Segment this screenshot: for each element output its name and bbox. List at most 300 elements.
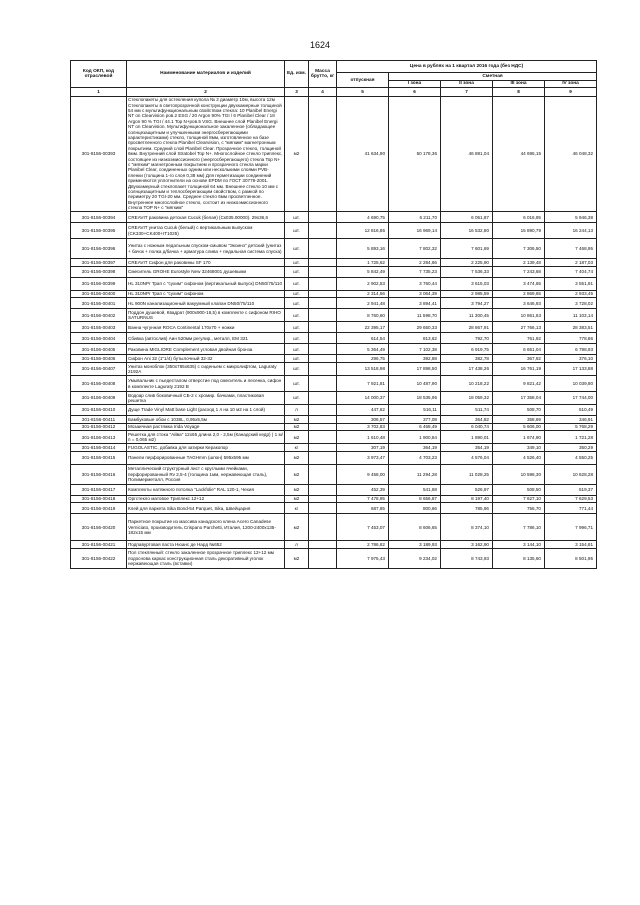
row-unit: м2 (285, 549, 309, 569)
row-price-zone2: 792,70 (441, 333, 493, 344)
table-row (71, 355, 597, 363)
row-price-zone1: 1 900,84 (389, 431, 441, 444)
table-row (71, 239, 597, 259)
row-name: Металлический структурный лист с круглыми ячейками, перфорированный Rv 2,5-4 (толщина 1мм, нержавеющая сталь), Полимерметалл, Россия (127, 464, 285, 484)
row-mass (309, 514, 337, 541)
row-unit: м2 (285, 495, 309, 503)
row-price-zone3: 367,92 (493, 355, 545, 363)
table-row (71, 464, 597, 484)
row-mass (309, 309, 337, 322)
row-name: Стеклопакеты для остекления купола № 2 диаметр 10м, высота 12м Стеклопакеты в светопрозрачной конструкции двухкамерные толщиной 54 мм с мультифункциональным свойством стекла: 10 Planibel Energi NT on Clearvision ров.2 ESG / 20 Argon 90% TGI / 6 Planibel Clear / 18 Argon 90 % TGI / 44.1 Top N+ров.5 VSG. Внешнее слой Planibel Energi NT on Clearvision. Мультифункциональное закаленное (обладающее солнцезащитным и улучшенными энергосберегающими характеристиками) стекло, толщиной 8мм, изготовленное на базе просветленного стекла Planibel Clearvision, с "мягким" магнетронным покрытием. Средний слой Planibel Clear. Прозрачное стекло, толщиной 6мм. Внутренний слой Stratobel Top N+. Многослойное стекло триплекс, состоящее из низкоэмиссионного (энергосберегающего) стекла Top N+ с "мягким" магнетронным покрытием и прозрачного стекла марки Planibel Clear, соединенных одним или несколькими слоями PVB-пленки (толщина 1-го слоя 0,38 мм) Для герметизации соединений применяются уплотнители на основе EPDM по ГОСТ 30778-2001. Двухкамерный стеклопакет толщиной 64 мм. Внешнее стекло 10 мм с солнцезащитным и теплосберегающим свойством, с рамкой по периметру 20 TGI-20 мм. Среднее стекло 6мм просветленное. Внутреннее многослойное стекло, состоит из низкоэмиссионного стекла TOP N+ с "мягким" (128, 97, 283, 211)
row-mass (309, 503, 337, 514)
row-price-zone1: 17 898,50 (389, 363, 441, 376)
row-price-zone3: 3 474,65 (493, 277, 545, 290)
row-price-zone2: 4 576,04 (441, 451, 493, 464)
row-price-zone4: 7 404,74 (545, 266, 597, 277)
row-price-zone1: 6 211,70 (389, 212, 441, 223)
row-price-zone3: 3 646,93 (493, 298, 545, 309)
column-index: 5 (337, 88, 389, 96)
row-price-zone2: 16 532,80 (441, 223, 493, 239)
row-price-release: 41 634,90 (337, 96, 389, 212)
row-name: Комплекты натяжного потолка "Lackfolie" RAL 120-1, Чехия (127, 484, 285, 495)
row-price-zone3: 2 139,48 (493, 259, 545, 267)
row-name: Решетка для стока "Айва" 12х65 длина 2,0 - 2,5м (Канадский кедр) ( 1 м/п = 0,065 м2) (128, 431, 283, 443)
row-name: Ванна чугунная ROCA Continental 170х70 + ножки (127, 322, 285, 333)
row-price-release: 447,62 (337, 405, 389, 416)
row-price-zone3: 358,69 (493, 416, 545, 424)
row-price-zone3: 15 890,79 (493, 223, 545, 239)
row-price-release: 2 902,53 (337, 277, 389, 290)
row-price-zone2: 6 051,87 (441, 212, 493, 223)
row-name: Пол стеклянный: стекло закаленное прозрачное триплекс 12+12 мм подоснова каркас конструкционная сталь декоративный уголок нержавеющая сталь (вставки) (127, 549, 285, 569)
row-unit: шт. (285, 239, 309, 259)
row-price-zone3: 1 674,90 (493, 431, 545, 444)
row-price-zone1: 8 656,87 (389, 495, 441, 503)
row-price-zone1: 516,11 (389, 405, 441, 416)
row-price-zone4: 7 996,71 (545, 514, 597, 541)
row-mass (309, 96, 337, 212)
row-price-zone3: 16 761,19 (493, 363, 545, 376)
row-price-zone1: 11 294,28 (389, 464, 441, 484)
table-row (71, 376, 597, 392)
row-code: 301-8156-00395 (71, 223, 127, 239)
table-row (71, 298, 597, 309)
row-name: Дуще Trade Vinyl Matt base Light (расход 1 л на 10 м2 на 1 слой) (127, 405, 285, 416)
table-body (71, 96, 597, 568)
row-name: Мозаичная растяжка Irida Voyage (127, 423, 285, 431)
row-name: Поддон душевой, Квадрат (900х900-16,5) в комплекте с сифоном RIHO SATURNUS (127, 309, 285, 322)
row-price-zone1: 3 064,39 (389, 290, 441, 298)
row-price-zone3: 2 869,65 (493, 290, 545, 298)
row-price-zone1: 10 487,90 (389, 376, 441, 392)
row-price-zone4: 8 501,95 (545, 549, 597, 569)
row-price-release: 2 314,56 (337, 290, 389, 298)
row-price-zone3: 10 598,30 (493, 464, 545, 484)
table-row (71, 444, 597, 452)
table-row (71, 416, 597, 424)
row-unit: шт. (285, 212, 309, 223)
row-name: Смеситель GROHE Eurostyle New 32468001 душевыми (127, 266, 285, 277)
row-mass (309, 484, 337, 495)
row-mass (309, 464, 337, 484)
row-price-zone2: 11 300,45 (441, 309, 493, 322)
row-price-zone1: 7 802,32 (389, 239, 441, 259)
row-price-zone3: 756,70 (493, 503, 545, 514)
row-price-zone1: 3 760,44 (389, 277, 441, 290)
row-unit: шт. (285, 298, 309, 309)
row-unit: м2 (285, 464, 309, 484)
row-price-release: 307,19 (337, 444, 389, 452)
row-price-zone4: 376,10 (545, 355, 597, 363)
row-code: 301-8156-00401 (71, 298, 127, 309)
row-code: 301-8156-00397 (71, 259, 127, 267)
row-price-zone2: 28 867,91 (441, 322, 493, 333)
row-mass (309, 344, 337, 355)
row-price-zone1: 7 735,23 (389, 266, 441, 277)
table-row (71, 503, 597, 514)
row-name: HL 900N канализационный вакуумный клапан DN50/75/110 (127, 298, 285, 309)
row-price-zone4: 17 133,88 (545, 363, 597, 376)
row-code: 301-8156-00417 (71, 484, 127, 495)
row-mass (309, 376, 337, 392)
row-price-release: 3 702,83 (337, 423, 389, 431)
row-price-zone1: 3 894,41 (389, 298, 441, 309)
row-price-release: 7 921,81 (337, 376, 389, 392)
row-mass (309, 223, 337, 239)
row-price-zone3: 10 861,63 (493, 309, 545, 322)
table-row (71, 96, 597, 212)
row-mass (309, 405, 337, 416)
row-mass (309, 212, 337, 223)
table-row (71, 344, 597, 355)
row-price-zone1: 4 703,23 (389, 451, 441, 464)
row-price-zone1: 2 284,66 (389, 259, 441, 267)
row-code: 301-8156-00402 (71, 309, 127, 322)
row-mass (309, 333, 337, 344)
row-price-zone1: 392,88 (389, 355, 441, 363)
row-code: 301-8156-00410 (71, 405, 127, 416)
row-code: 301-8156-00411 (71, 416, 127, 424)
row-code: 301-8156-00416 (71, 464, 127, 484)
header-zone1: I зона (389, 80, 441, 88)
row-price-zone2: 8 374,10 (441, 514, 493, 541)
price-table (70, 60, 597, 569)
column-index: 1 (71, 88, 127, 96)
row-code: 301-8156-00415 (71, 451, 127, 464)
row-price-zone3: 44 695,15 (493, 96, 545, 212)
row-name: HL 310NPr Трап с "сухим" сифоном (127, 290, 285, 298)
row-price-zone1: 6 468,49 (389, 423, 441, 431)
row-price-zone2: 511,74 (441, 405, 493, 416)
row-price-release: 8 760,60 (337, 309, 389, 322)
row-mass (309, 431, 337, 444)
row-price-release: 2 786,82 (337, 541, 389, 549)
row-mass (309, 423, 337, 431)
row-mass (309, 290, 337, 298)
row-mass (309, 549, 337, 569)
header-name: Наименование материалов и изделий (127, 61, 285, 88)
row-price-zone4: 10 628,28 (545, 464, 597, 484)
header-zone2: II зона (441, 80, 493, 88)
row-price-zone4: 17 744,00 (545, 392, 597, 405)
row-price-zone1: 50 178,36 (389, 96, 441, 212)
table-row (71, 451, 597, 464)
row-price-release: 5 893,16 (337, 239, 389, 259)
row-price-zone3: 7 627,10 (493, 495, 545, 503)
table-row (71, 431, 597, 444)
row-price-zone2: 2 225,90 (441, 259, 493, 267)
row-unit: кг (285, 503, 309, 514)
row-name: Панели перфорированные TAGHmm (шпон) 595х595 мм (127, 451, 285, 464)
table-row (71, 290, 597, 298)
row-price-zone2: 6 919,75 (441, 344, 493, 355)
row-price-zone2: 3 615,03 (441, 277, 493, 290)
row-name: Паркетное покрытие из массива канадского клена Acero Canadese Verniciato, производитель Crispano Parchetti, Италия, 1200-2400х135-182х15 мм (127, 514, 285, 541)
row-name: Раковина MIGLIORE Complement угловая двойная бронза (127, 344, 285, 355)
row-code: 301-8155-00403 (71, 322, 127, 333)
row-price-release: 2 941,48 (337, 298, 389, 309)
row-name: CREAVIT Сифон для раковины SF 170 (127, 259, 285, 267)
row-price-release: 7 975,43 (337, 549, 389, 569)
row-price-zone1: 11 598,70 (389, 309, 441, 322)
row-price-zone2: 18 059,32 (441, 392, 493, 405)
table-row (71, 484, 597, 495)
table-row (71, 322, 597, 333)
row-mass (309, 363, 337, 376)
row-unit: шт. (285, 333, 309, 344)
table-row (71, 423, 597, 431)
row-price-zone3: 7 786,10 (493, 514, 545, 541)
row-price-zone2: 8 197,40 (441, 495, 493, 503)
row-price-zone4: 6 798,93 (545, 344, 597, 355)
row-price-zone3: 5 606,00 (493, 423, 545, 431)
row-name: Унитаз моноблок (350х785х635) с сиденьем с микролифтом, Laguraty 2192A (127, 363, 285, 376)
row-price-zone3: 3 144,10 (493, 541, 545, 549)
row-code: 301-8156-00414 (71, 444, 127, 452)
row-mass (309, 541, 337, 549)
row-unit: шт. (285, 309, 309, 322)
row-name: HL 310NPr Трап с "сухим" сифоном (вертикальный выпуск) DN50/75/110 (127, 277, 285, 290)
row-unit: м2 (285, 451, 309, 464)
row-price-zone2: 2 985,59 (441, 290, 493, 298)
row-price-zone4: 771,44 (545, 503, 597, 514)
row-code: 301-8156-00400 (71, 290, 127, 298)
row-price-zone1: 541,68 (389, 484, 441, 495)
column-index: 9 (545, 88, 597, 96)
row-price-zone4: 28 383,51 (545, 322, 597, 333)
row-price-zone4: 7 629,53 (545, 495, 597, 503)
row-price-zone3: 6 651,04 (493, 344, 545, 355)
row-price-zone2: 7 536,33 (441, 266, 493, 277)
row-price-zone4: 16 244,13 (545, 223, 597, 239)
row-unit: л (285, 541, 309, 549)
row-price-zone1: 813,62 (389, 333, 441, 344)
table-row (71, 223, 597, 239)
row-price-release: 7 478,95 (337, 495, 389, 503)
table-row (71, 514, 597, 541)
table-row (71, 541, 597, 549)
table-row (71, 259, 597, 267)
row-price-zone3: 6 016,95 (493, 212, 545, 223)
row-name: Клей для паркета Sika Bond-54 Parquet, Sika, Швейцария (127, 503, 285, 514)
row-price-zone2: 11 028,25 (441, 464, 493, 484)
row-code: 301-8156-00409 (71, 392, 127, 405)
row-unit: шт. (285, 392, 309, 405)
row-mass (309, 495, 337, 503)
row-name: Водоар слив боковичный СБ-2 с хромир. бачками, пластиковая решетка (127, 392, 285, 405)
row-mass (309, 277, 337, 290)
row-unit: шт. (285, 355, 309, 363)
row-price-release: 5 364,49 (337, 344, 389, 355)
row-code: 301-8156-00398 (71, 266, 127, 277)
row-name: Оргстекло матовое Триплекс 12+12 (127, 495, 285, 503)
row-price-zone3: 761,92 (493, 333, 545, 344)
row-price-zone2: 382,78 (441, 355, 493, 363)
row-price-zone1: 29 650,33 (389, 322, 441, 333)
row-price-zone3: 349,10 (493, 444, 545, 452)
row-price-zone4: 350,29 (545, 444, 597, 452)
row-price-zone1: 800,66 (389, 503, 441, 514)
header-price-title: Цена в рублях на 1 квартал 2016 года (без НДС) (337, 61, 597, 73)
row-price-release: 452,39 (337, 484, 389, 495)
table-row (71, 212, 597, 223)
header-unit: Ед. изм. (285, 61, 309, 88)
row-unit: шт. (285, 290, 309, 298)
row-mass (309, 259, 337, 267)
row-price-release: 5 842,49 (337, 266, 389, 277)
row-name: Умывальник с пьедесталом отверстие под смеситель и лесенка, сифон в комплекте Laguraty 2192 B (127, 376, 285, 392)
row-unit: шт. (285, 363, 309, 376)
row-price-zone4: 2 933,45 (545, 290, 597, 298)
row-price-zone2: 3 794,27 (441, 298, 493, 309)
row-code: 301-8156-00404 (71, 333, 127, 344)
row-price-zone2: 354,19 (441, 444, 493, 452)
row-price-zone1: 7 102,38 (389, 344, 441, 355)
row-price-zone3: 4 526,40 (493, 451, 545, 464)
row-price-zone4: 346,91 (545, 416, 597, 424)
row-code: 301-8156-00412 (71, 423, 127, 431)
row-price-zone4: 519,37 (545, 484, 597, 495)
row-mass (309, 444, 337, 452)
row-unit: шт. (285, 259, 309, 267)
row-price-zone3: 508,50 (493, 484, 545, 495)
column-index-row (71, 88, 597, 96)
row-name: Подпавуртовая паста Нюанс де Нард №652 (127, 541, 285, 549)
row-code: 301-8156-00420 (71, 514, 127, 541)
row-name: FUGOLASTIC, добавка для затирки Керакопор (127, 444, 285, 452)
row-unit: шт. (285, 376, 309, 392)
row-mass (309, 298, 337, 309)
row-code: 301-8156-00405 (71, 344, 127, 355)
row-unit: м2 (285, 423, 309, 431)
header-zone3: III зона (493, 80, 545, 88)
page-number: 1624 (309, 40, 331, 50)
table-row (71, 333, 597, 344)
row-price-release: 9 458,00 (337, 464, 389, 484)
header-release: отпускная (337, 73, 389, 88)
table-row (71, 277, 597, 290)
row-price-zone4: 11 103,14 (545, 309, 597, 322)
column-index: 7 (441, 88, 493, 96)
row-code: 301-8156-00406 (71, 355, 127, 363)
row-unit: л (285, 405, 309, 416)
row-price-zone4: 5 768,29 (545, 423, 597, 431)
header-estimate: Сметная (389, 73, 597, 81)
row-price-zone4: 10 039,80 (545, 376, 597, 392)
row-price-zone3: 7 243,68 (493, 266, 545, 277)
row-mass (309, 266, 337, 277)
row-price-release: 12 816,85 (337, 223, 389, 239)
row-price-zone4: 4 550,25 (545, 451, 597, 464)
row-price-zone2: 3 162,90 (441, 541, 493, 549)
row-unit: м2 (285, 416, 309, 424)
row-price-zone2: 7 601,69 (441, 239, 493, 259)
row-price-release: 687,85 (337, 503, 389, 514)
row-code: 301-8156-00419 (71, 503, 127, 514)
column-index: 2 (127, 88, 285, 96)
row-name: Бамбуковые обои с 1038L, 0,95х5,5м (127, 416, 285, 424)
table-row (71, 549, 597, 569)
row-price-zone1: 364,19 (389, 444, 441, 452)
row-price-zone1: 8 606,65 (389, 514, 441, 541)
row-code: 301-8156-00408 (71, 376, 127, 392)
row-unit: кг (285, 444, 309, 452)
row-code: 301-8156-00394 (71, 212, 127, 223)
row-unit: шт. (285, 322, 309, 333)
row-mass (309, 451, 337, 464)
row-price-release: 13 518,98 (337, 363, 389, 376)
row-unit: шт. (285, 277, 309, 290)
row-price-zone2: 6 040,74 (441, 423, 493, 431)
header-code: Код ОКП, код отраслевой (71, 61, 127, 88)
row-price-zone3: 8 135,60 (493, 549, 545, 569)
row-price-zone4: 46 048,32 (545, 96, 597, 212)
row-price-zone2: 17 438,26 (441, 363, 493, 376)
row-price-zone2: 46 881,04 (441, 96, 493, 212)
row-name: Сифон Ani 32 (1"1/4) бутылочный 32-32 (127, 355, 285, 363)
row-name: CREAVIT раковина детская Cucuk (белая) (Cк035.00000). 29х36,6 (127, 212, 285, 223)
table-row (71, 309, 597, 322)
row-price-zone2: 8 743,93 (441, 549, 493, 569)
row-unit: шт. (285, 223, 309, 239)
row-price-zone1: 18 535,95 (389, 392, 441, 405)
row-price-zone3: 27 766,13 (493, 322, 545, 333)
row-price-zone4: 3 551,91 (545, 277, 597, 290)
row-price-zone4: 1 721,28 (545, 431, 597, 444)
column-index: 8 (493, 88, 545, 96)
row-mass (309, 392, 337, 405)
row-price-release: 3 973,47 (337, 451, 389, 464)
row-price-zone3: 7 306,50 (493, 239, 545, 259)
column-index: 3 (285, 88, 309, 96)
row-price-zone4: 778,86 (545, 333, 597, 344)
row-price-zone2: 526,97 (441, 484, 493, 495)
row-price-zone1: 3 189,93 (389, 541, 441, 549)
row-price-zone2: 364,82 (441, 416, 493, 424)
header-mass: Масса брутто, кг (309, 61, 337, 88)
table-row (71, 405, 597, 416)
row-price-release: 22 395,17 (337, 322, 389, 333)
row-unit: шт. (285, 344, 309, 355)
row-price-release: 296,75 (337, 355, 389, 363)
row-code: 301-8156-00399 (71, 277, 127, 290)
row-price-release: 14 000,37 (337, 392, 389, 405)
row-code: 301-8156-00421 (71, 541, 127, 549)
header-zone4: IV зона (545, 80, 597, 88)
row-price-zone1: 377,08 (389, 416, 441, 424)
row-price-release: 1 725,62 (337, 259, 389, 267)
row-price-zone1: 16 969,14 (389, 223, 441, 239)
row-mass (309, 322, 337, 333)
row-price-release: 306,57 (337, 416, 389, 424)
table-row (71, 392, 597, 405)
column-index: 4 (309, 88, 337, 96)
row-mass (309, 355, 337, 363)
table-row (71, 363, 597, 376)
row-name: Унитаз с ножным педальным спуском-смывом "Экоинэ" детский (унитаз + бачок + полка д/бачка + арматура слива + педальная система спуска) (127, 239, 285, 259)
row-unit: м2 (285, 514, 309, 541)
row-code: 301-8156-00407 (71, 363, 127, 376)
row-price-release: 1 610,48 (337, 431, 389, 444)
row-code: 301-8156-00413 (71, 431, 127, 444)
row-price-zone2: 10 218,22 (441, 376, 493, 392)
row-price-zone2: 785,96 (441, 503, 493, 514)
row-mass (309, 239, 337, 259)
row-unit: м2 (285, 431, 309, 444)
row-price-zone4: 2 187,03 (545, 259, 597, 267)
row-price-zone4: 3 728,02 (545, 298, 597, 309)
row-price-zone4: 3 154,81 (545, 541, 597, 549)
